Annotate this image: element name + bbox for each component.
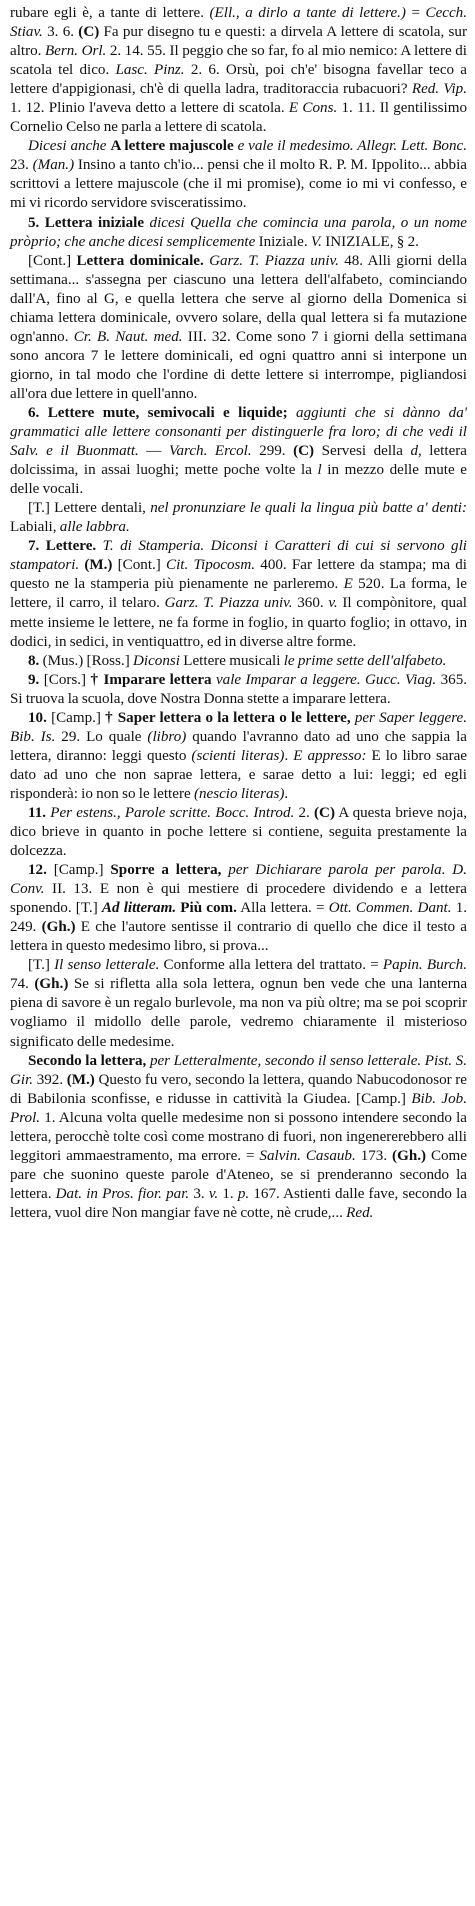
- paragraph-10: 10. [Camp.] † Saper lettera o la lettera o le lettere, per Saper leggere. Bib. Is. 29. Lo quale (libro) quando l'avranno dato ad uno che sappia la lettera, diranno: leggi questo (scienti literas). E appresso: E lo libro sarae dato ad uno che non saprae lettera, e sarae detto a lui: leggi; ed egli risponderà: io non so le lettere (nescio literas).: [10, 709, 468, 802]
- paragraph-6: [T.] Lettere dentali, nel pronunziare le quali la lingua più batte a' denti: Labiali, alle labbra.: [10, 500, 468, 536]
- paragraph-13: [T.] Il senso letterale. Conforme alla lettera del trattato. = Papin. Burch. 74. (Gh.) Se si rifletta alla sola lettera, ognun ben vede che una lanterna piena di savore è un regalo burlevole, ma non va più oltre; ma se poi scoprir vogliamo il midollo delle parole, vedremo chiaramente il misterioso significato delle medesime.: [10, 957, 468, 1050]
- paragraph-11: 11. Per estens., Parole scritte. Bocc. Introd. 2. (C) A questa brieve noja, dico brieve in quanto in poche lettere si contiene, seguita prestamente la dolcezza.: [10, 804, 467, 860]
- paragraph-5: 6. Lettere mute, semivocali e liquide; aggiunti che si dànno da' grammatici alle lettere consonanti per distinguerle fra loro; di che vedi il Salv. e il Buonmatt. — Varch. Ercol. 299. (C) Servesi della d, lettera dolcissima, in assai luoghi; mette poche volte la l in mezzo delle mute e delle vocali.: [10, 404, 467, 498]
- paragraph-7: 7. Lettere. T. di Stamperia. Diconsi i Caratteri di cui si servono gli stampatori. (M.) [Cont.] Cit. Tipocosm. 400. Far lettere da stampa; ma di questo ne la stamperia più pienamente ne parleremo. E 520. La forma, le lettere, il carro, il telaro. Garz. T. Piazza univ. 360. v. Il compònitore, qual mette insieme le lettere, ne fa forme in foglio, in quarto foglio; in ottavo, in dodici, in sedici, in ventiquattro, ed in diverse altre forme.: [10, 538, 468, 650]
- paragraph-1: rubare egli è, a tante di lettere. (Ell., a dirlo a tante di lettere.) = Cecch. Stiav. 3. 6. (C) Fa pur disegno tu e questi: a dirvela A lettere di scatola, sur altro. Bern. Orl. 2. 14. 55. Il peggio che so far, fo al mio nemico: A lettere di scatola tel dico. Lasc. Pinz. 2. 6. Orsù, poi ch'e' bisogna favellar teco a lettere d'appigionasi, ch'è di quella ladra, traditoraccia rubacuori? Red. Vip. 1. 12. Plinio l'aveva detto a lettere di scatola. E Cons. 1. 11. Il gentilissimo Cornelio Celso ne parla a lettere di scatola.: [10, 5, 467, 136]
- paragraph-4: [Cont.] Lettera dominicale. Garz. T. Piazza univ. 48. Alli giorni della settimana... s'assegna per ciascuno una lettera dell'alfabeto, cominciando dall'A, fino al G, e quella lettera che serve al giorno della Domenica si chiama lettera dominicale, ovvero solare, della qual lettera si fa mutazione ogn'anno. Cr. B. Naut. med. III. 32. Come sono 7 i giorni della settimana sono ancora 7 le lettere dominicali, ed ogni quattro anni si interpone un giorno, in tal modo che l'ordine di dette lettere si interrompe, pigliandosi all'ora due lettere in quell'anno.: [10, 252, 468, 402]
- paragraph-2: Dicesi anche A lettere majuscole e vale il medesimo. Allegr. Lett. Bonc. 23. (Man.) Insino a tanto ch'io... pensi che il molto R. P. M. Ippolito... abbia scrittovi a lettere majuscole (che il mi promise), come io mi vi confesso, e mi vi ricordo servidore svisceratissimo.: [10, 138, 467, 212]
- paragraph-8: 8. (Mus.) [Ross.] Diconsi Lettere musicali le prime sette dell'alfabeto.: [28, 652, 447, 669]
- paragraph-9: 9. [Cors.] † Imparare lettera vale Imparar a leggere. Gucc. Viag. 365. Si truova la scuola, dove Nostra Donna stette a imparare lettera.: [10, 671, 468, 707]
- paragraph-14: Secondo la lettera, per Letteralmente, secondo il senso letterale. Pist. S. Gir. 392. (M.) Questo fu vero, secondo la lettera, quando Nabucodonosor re di Babilonia sconfisse, e ridusse in cattività la Giudea. [Camp.] Bib. Job. Prol. 1. Alcuna volta quelle medesime non si possono intendere secondo la lettera, perocchè tolte così come mostrano di fuori, non ingenererebbero alli leggitori ammaestramento, ma errore. = Salvin. Casaub. 173. (Gh.) Come pare che suonino queste parole d'Ateneo, se si prenderanno secondo la lettera. Dat. in Pros. fior. par. 3. v. 1. p. 167. Astienti dalle fave, secondo la lettera, vuol dire Non mangiar fave nè cotte, nè crude,... Red.: [10, 1052, 468, 1221]
- paragraph-12: 12. [Camp.] Sporre a lettera, per Dichiarare parola per parola. D. Conv. II. 13. E non è qui mestiere di procedere dividendo e a lettera sponendo. [T.] Ad litteram. Più com. Alla lettera. = Ott. Commen. Dant. 1. 249. (Gh.) E che l'autore sentisse il contrario di quello che dice il testo a lettera in questo medesimo libro, si prova...: [10, 862, 468, 955]
- paragraph-3: 5. Lettera iniziale dicesi Quella che comincia una parola, o un nome pròprio; che anche dicesi semplicemente Iniziale. V. INIZIALE, § 2.: [10, 214, 467, 250]
